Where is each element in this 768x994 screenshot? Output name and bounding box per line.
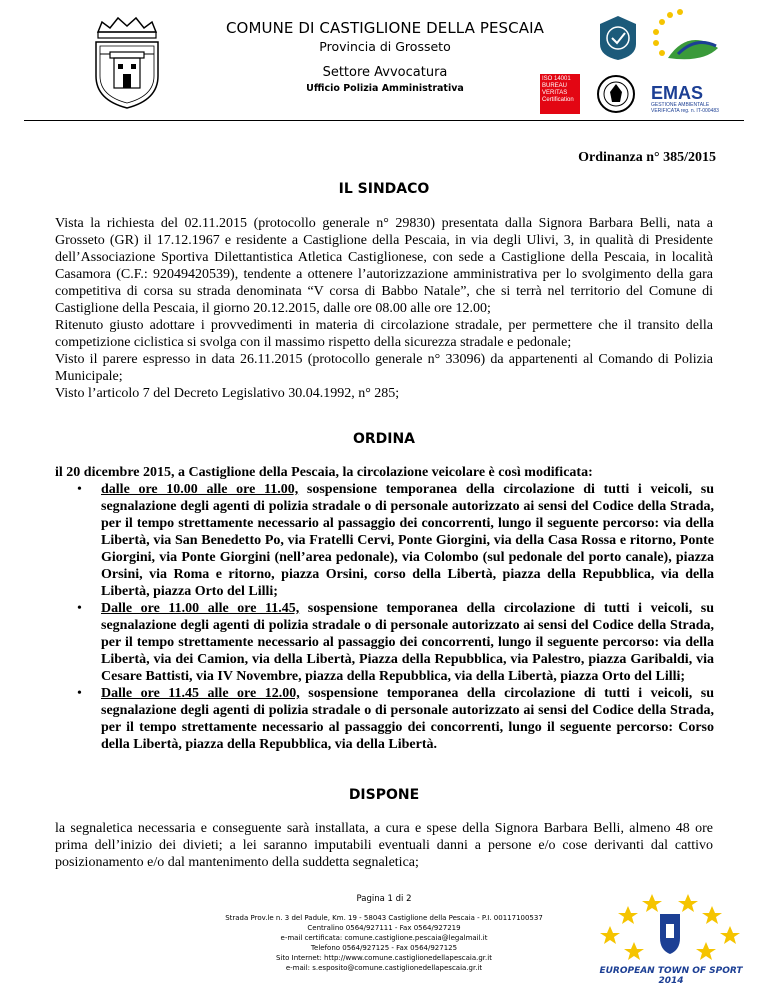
footer-line: e-mail: s.esposito@comune.castiglionedellapescaia.gr.it — [285, 964, 483, 972]
dispone-paragraph: la segnaletica necessaria e conseguente sarà installata, a cura e spese della Signora Barbara Belli, almeno 48 ore prima dell’inizio dei divieti; a lei saranno imputabili eventuali danni a persone e/o cose derivanti dal cattivo posizionamento e/o dal mantenimento della suddetta segnaletica; — [55, 821, 713, 870]
footer-contacts — [150, 913, 618, 973]
intro-section — [55, 215, 713, 402]
office-label: Ufficio Polizia Amministrativa — [306, 83, 464, 94]
ordinance-number: Ordinanza n° 385/2015 — [578, 150, 716, 165]
ordina-section — [55, 464, 714, 753]
bv-text: ISO 14001 BUREAU VERITAS Certification — [542, 76, 574, 103]
item-text: sospensione temporanea della circolazione di tutti i veicoli, su segnalazione degli agenti di polizia stradale o di personale autorizzato ai sensi del Codice della Strada, per il tempo strettamente necessario al passaggio dei concorrenti, lungo il seguente percorso: via della Libertà, via San Benedetto Po, via Fratelli Cervi, Ponte Giorgini, via della Casa Rossa e ritorno, Ponte Giorgini, via Ponte Giorgini (nell’area pedonale), via Colombo (sul pedonale del porto canale), piazza Orsini, via Roma e ritorno, piazza Orsini, corso della Libertà, piazza della Repubblica, via della Libertà, piazza Orto del Lilli; — [101, 482, 714, 599]
heading-sindaco: IL SINDACO — [338, 181, 430, 197]
item-text: sospensione temporanea della circolazione di tutti i veicoli, su segnalazione degli agenti di polizia stradale o di personale autorizzato ai sensi del Codice della Strada, per il tempo strettamente necessario al passaggio dei concorrenti, lungo il seguente percorso: via della Libertà, via dei Camion, via della Libertà, Piazza della Repubblica, via Palestro, piazza Garibaldi, via Cesare Battisti, via IV Novembre, piazza della Repubblica, via della Libertà, piazza Orto del Lilli; — [101, 601, 714, 684]
municipality-title: COMUNE DI CASTIGLIONE DELLA PESCAIA — [225, 19, 544, 37]
time-range: dalle ore 10.00 alle ore 11.00, — [101, 482, 299, 497]
intro-paragraph: Visto l’articolo 7 del Decreto Legislativo 30.04.1992, n° 285; — [55, 386, 400, 401]
intro-paragraph: Visto il parere espresso in data 26.11.2015 (protocollo generale n° 33096) da appartenenti al Comando di Polizia Municipale; — [55, 352, 713, 384]
time-range: Dalle ore 11.00 alle ore 11.45, — [101, 601, 300, 616]
bureau-veritas-logo-icon — [540, 74, 638, 116]
bv-badge — [540, 74, 580, 114]
footer-line: Telefono 0564/927125 - Fax 0564/927125 — [310, 944, 458, 952]
ordina-lead: il 20 dicembre 2015, a Castiglione della Pescaia, la circolazione veicolare è così modificata: — [55, 465, 593, 480]
page-number: Pagina 1 di 2 — [356, 894, 412, 904]
province-label: Provincia di Grosseto — [319, 39, 451, 54]
letterhead — [200, 18, 570, 95]
footer-line: Strada Prov.le n. 3 del Padule, Km. 19 - 58043 Castiglione della Pescaia - P.I. 00117100537 — [225, 914, 543, 922]
european-town-of-sport-logo-icon — [590, 886, 750, 964]
sector-label: Settore Avvocatura — [322, 65, 448, 80]
heading-dispone: DISPONE — [348, 787, 420, 803]
footer-line: e-mail certificata: comune.castiglione.pescaia@legalmail.it — [280, 934, 488, 942]
emas-label: EMAS — [651, 83, 704, 103]
coat-of-arms-icon — [88, 14, 166, 110]
accredia-logo-icon — [596, 14, 640, 62]
footer-line: Centralino 0564/927111 - Fax 0564/927219 — [307, 924, 461, 932]
list-item — [101, 481, 714, 600]
emas-subtitle: GESTIONE AMBIENTALE VERIFICATA reg. n. IT-000483 — [651, 102, 719, 114]
header-divider — [24, 120, 744, 121]
list-item — [101, 600, 714, 685]
emas-stars-icon — [648, 8, 722, 66]
emas-logo — [651, 84, 725, 114]
intro-paragraph: Ritenuto giusto adottare i provvedimenti in materia di circolazione stradale, per permettere che il transito della competizione ciclistica si svolga con il massimo rispetto della sicurezza stradale e pedonale; — [55, 318, 713, 350]
ets-label: EUROPEAN TOWN OF SPORT 2014 — [599, 966, 743, 986]
intro-paragraph: Vista la richiesta del 02.11.2015 (protocollo generale n° 29830) presentata dalla Signora Barbara Belli, nata a Grosseto (GR) il 17.12.1967 e residente a Castiglione della Pescaia, in via degli Ulivi, 3, in qualità di Presidente dell’Associazione Sportiva Dilettantistica Atletica Castiglionese, con sede a Castiglione della Pescaia, in località Casamora (C.F.: 92049420539), tendente a ottenere l’autorizzazione amministrativa per lo svolgimento della gara competitiva di corsa su strada denominata “V corsa di Babbo Natale”, che si terrà nel territorio del Comune di Castiglione della Pescaia, il giorno 20.12.2015, dalle ore 08.00 alle ore 12.00; — [55, 216, 713, 316]
time-range: Dalle ore 11.45 alle ore 12.00, — [101, 686, 300, 701]
heading-ordina: ORDINA — [352, 431, 416, 447]
list-item — [101, 685, 714, 753]
bv-seal-icon — [596, 74, 636, 114]
item-text: sospensione temporanea della circolazione di tutti i veicoli, su segnalazione degli agenti di polizia stradale o di personale autorizzato ai sensi del Codice della Strada, per il tempo strettamente necessario al passaggio dei concorrenti, lungo il seguente percorso: Corso della Libertà, piazza della Repubblica, via della Libertà. — [101, 686, 714, 752]
ordina-list — [55, 481, 714, 753]
footer-line: Sito Internet: http://www.comune.castiglionedellapescaia.gr.it — [276, 954, 492, 962]
